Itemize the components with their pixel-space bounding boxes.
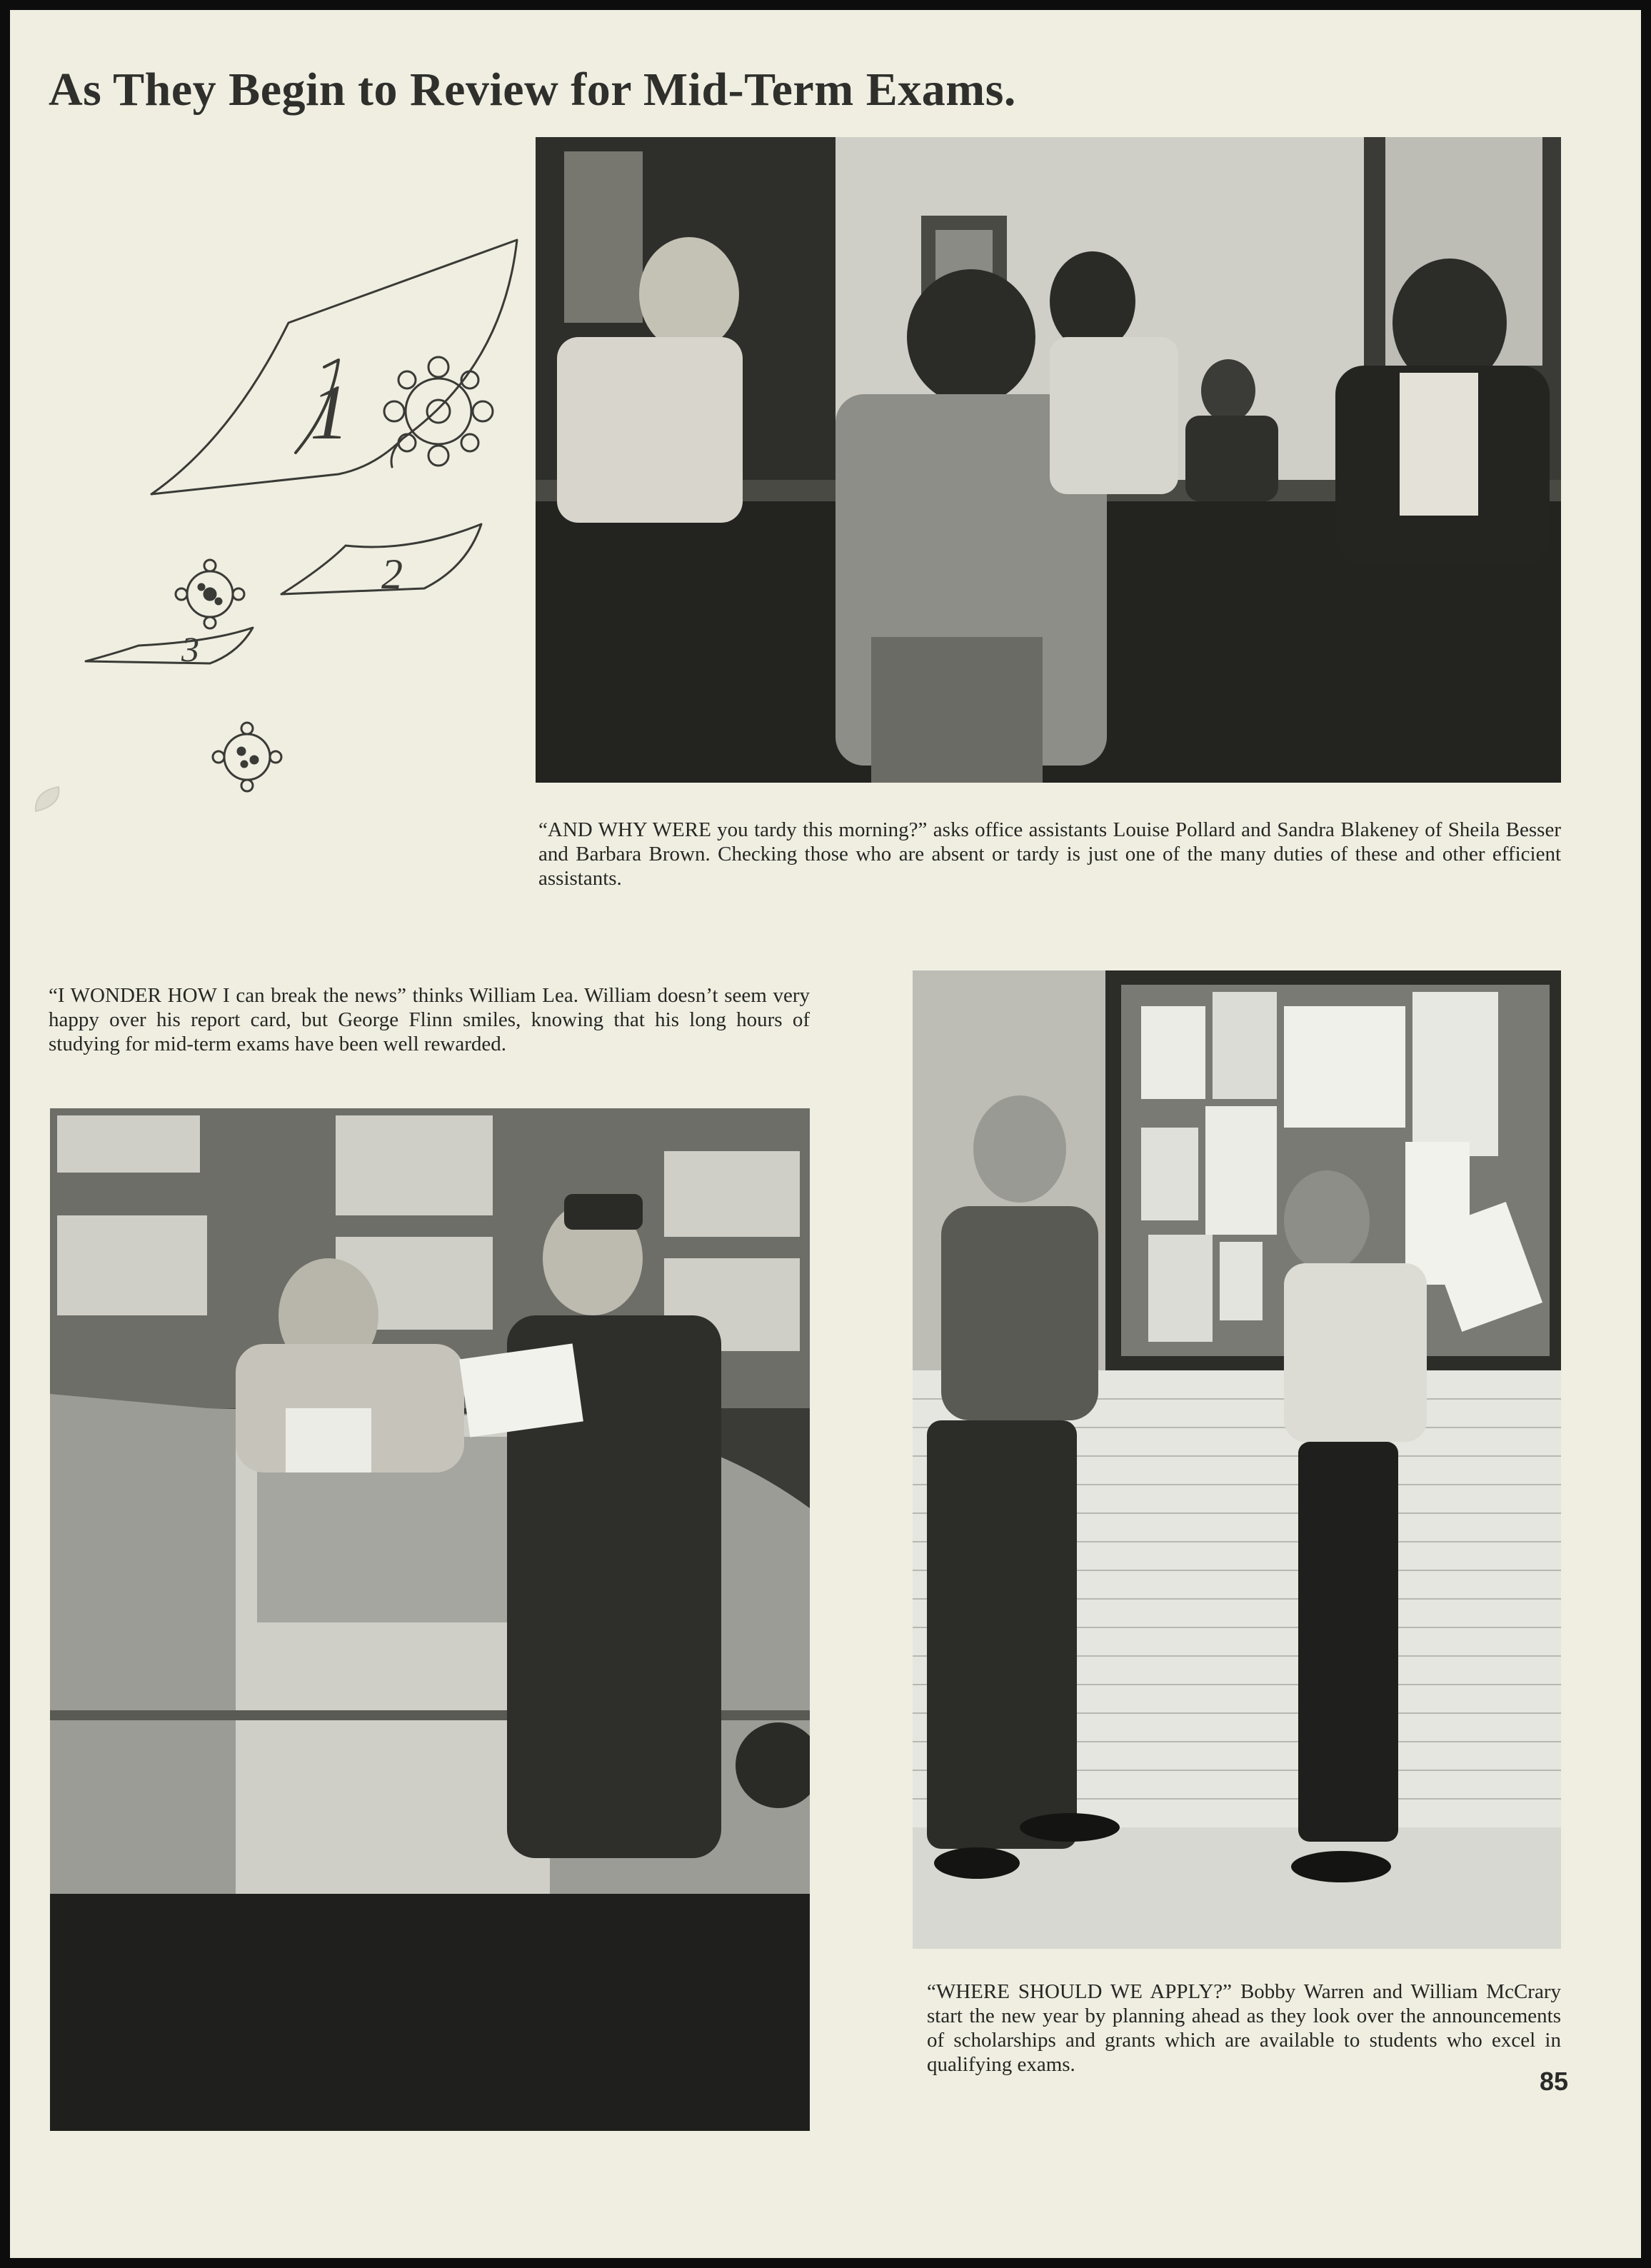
report-card-photo [50,1108,810,2131]
exam-papers-doodle [67,224,524,810]
doodle-number-1: 1 [310,368,349,456]
flower-2 [176,560,244,628]
doodle-number-3: 3 [181,629,199,669]
scholarship-board-photo [913,970,1561,1949]
flower-3 [213,723,281,791]
yearbook-page [10,10,1641,2258]
page-number: 85 [1540,2067,1569,2096]
page-title: As They Begin to Review for Mid-Term Exams. [49,64,1016,116]
office-caption: “AND WHY WERE you tardy this morning?” asks office assistants Louise Pollard and Sandra Blakeney of Sheila Besser and Barbara Brown. Checking those who are absent or tardy is just one of the many duties of these and other efficient assistants. [538,818,1561,890]
office-assistants-photo [536,137,1561,783]
doodle-number-2: 2 [381,551,403,598]
leaf-mark-icon [30,781,66,817]
report-card-caption: “I WONDER HOW I can break the news” thinks William Lea. William doesn’t seem very happy over his report card, but George Flinn smiles, knowing that his long hours of studying for mid-term exams have been well rewarded. [49,984,810,1055]
flower-1 [384,357,493,466]
scholarships-caption: “WHERE SHOULD WE APPLY?” Bobby Warren and William McCrary start the new year by planning ahead as they look over the announcements of scholarships and grants which are available to students who excel in qualifying exams. [927,1980,1561,2076]
